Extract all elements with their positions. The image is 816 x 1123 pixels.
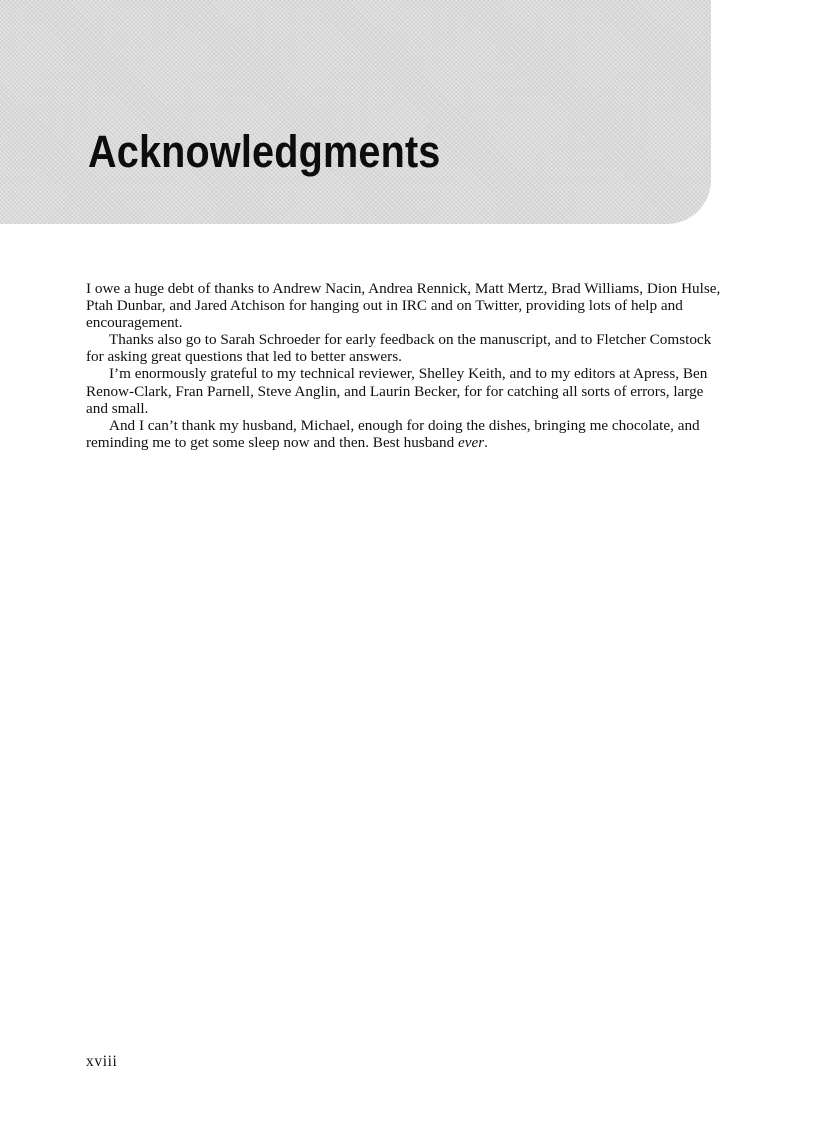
paragraph: [86, 417, 726, 451]
paragraph-text: And I can’t thank my husband, Michael, enough for doing the dishes, bringing me chocolate, and reminding me to get some sleep now and then. Best husband: [86, 416, 700, 451]
page-number: xviii: [86, 1053, 118, 1070]
chapter-header-band: [0, 0, 711, 224]
acknowledgments-body: [86, 280, 726, 451]
paragraph: I’m enormously grateful to my technical reviewer, Shelley Keith, and to my editors at Apress, Ben Renow-Clark, Fran Parnell, Steve Anglin, and Laurin Becker, for for catching all sorts of errors, large and small.: [86, 365, 708, 417]
paragraph: Thanks also go to Sarah Schroeder for early feedback on the manuscript, and to Fletcher Comstock for asking great questions that led to better answers.: [86, 331, 712, 366]
page-title: Acknowledgments: [88, 126, 441, 177]
paragraph-end: .: [484, 433, 488, 451]
paragraph: I owe a huge debt of thanks to Andrew Nacin, Andrea Rennick, Matt Mertz, Brad Williams, Dion Hulse, Ptah Dunbar, and Jared Atchison for hanging out in IRC and on Twitter, providing lots of help and encouragement.: [86, 280, 721, 332]
emphasized-word: ever: [458, 433, 485, 451]
